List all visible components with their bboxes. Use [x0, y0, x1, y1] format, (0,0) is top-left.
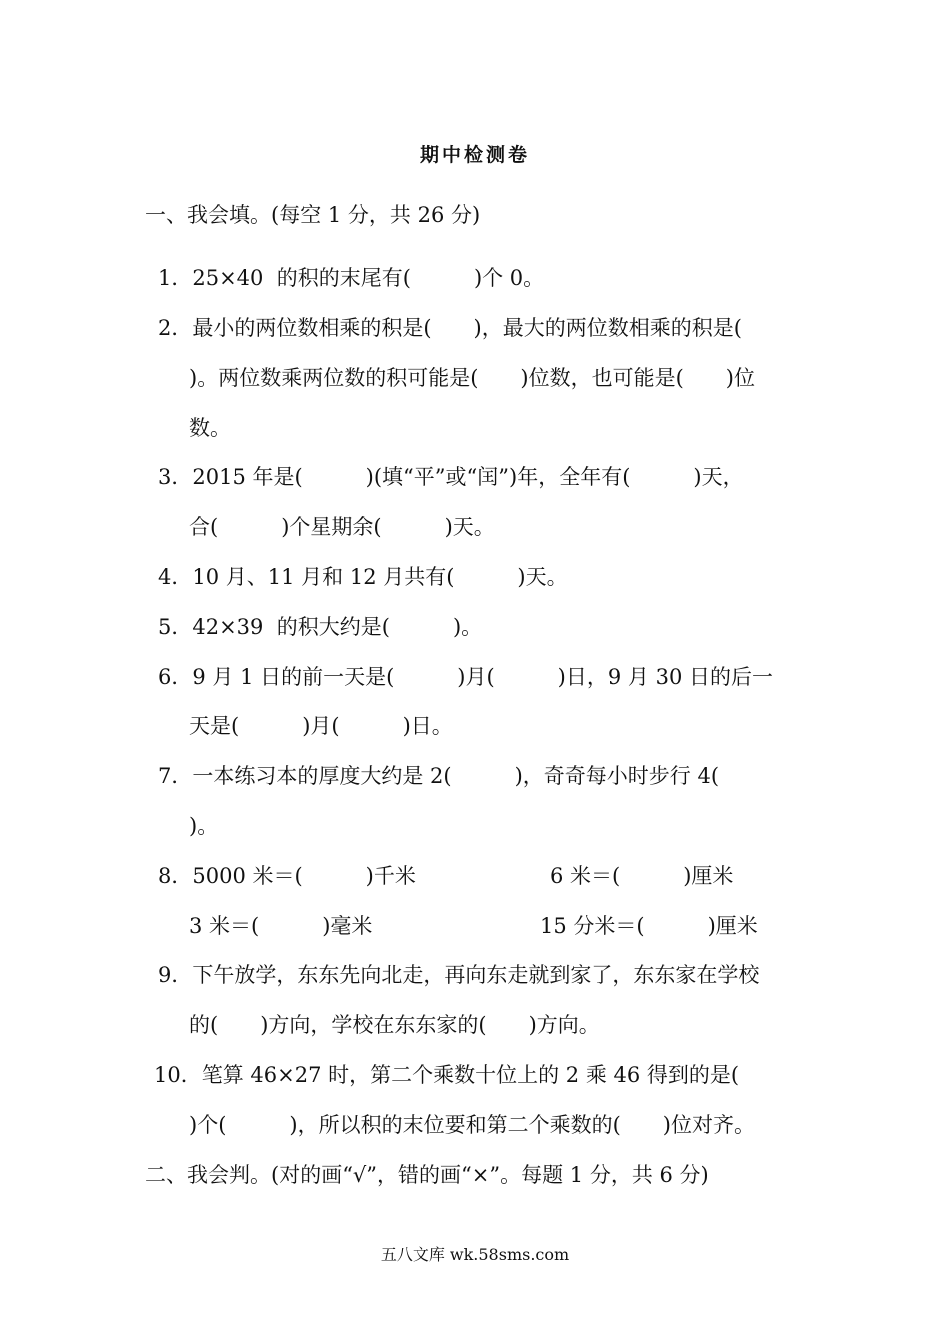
question-9-line-1: 9．下午放学，东东先向北走，再向东走就到家了，东东家在学校 [158, 963, 760, 987]
question-6-line-1: 6．9 月 1 日的前一天是( )月( )日，9 月 30 日的后一 [158, 665, 773, 689]
question-8-part-c: 3 米＝( )毫米 [189, 914, 373, 938]
question-8-part-b: 6 米＝( )厘米 [550, 864, 734, 888]
question-7-line-2: )。 [189, 814, 219, 838]
question-6-line-2: 天是( )月( )日。 [189, 714, 453, 738]
question-1: 1．25×40 的积的末尾有( )个 0。 [158, 266, 545, 290]
question-8-part-d: 15 分米＝( )厘米 [540, 914, 758, 938]
question-10-line-1: 10．笔算 46×27 时，第二个乘数十位上的 2 乘 46 得到的是( [154, 1063, 740, 1087]
question-5: 5．42×39 的积大约是( )。 [158, 615, 483, 639]
question-4: 4．10 月、11 月和 12 月共有( )天。 [158, 565, 568, 589]
question-9-line-2: 的( )方向，学校在东东家的( )方向。 [189, 1013, 600, 1037]
footer-watermark: 五八文库 wk.58sms.com [380, 1245, 570, 1264]
section-1-heading: 一、我会填。(每空 1 分，共 26 分) [145, 203, 481, 227]
question-3-line-1: 3．2015 年是( )(填“平”或“闰”)年，全年有( )天， [158, 465, 744, 489]
question-2-line-1: 2．最小的两位数相乘的积是( )，最大的两位数相乘的积是( [158, 316, 742, 340]
question-2-line-2: )。两位数乘两位数的积可能是( )位数，也可能是( )位 [189, 366, 755, 390]
question-3-line-2: 合( )个星期余( )天。 [189, 515, 495, 539]
question-10-line-2: )个( )，所以积的末位要和第二个乘数的( )位对齐。 [189, 1113, 755, 1137]
page-title: 期中检测卷 [419, 144, 530, 166]
question-8-part-a: 8．5000 米＝( )千米 [158, 864, 416, 888]
question-2-line-3: 数。 [189, 416, 231, 440]
question-7-line-1: 7．一本练习本的厚度大约是 2( )，奇奇每小时步行 4( [158, 764, 720, 788]
section-2-heading: 二、我会判。(对的画“√”，错的画“×”。每题 1 分，共 6 分) [145, 1163, 709, 1187]
